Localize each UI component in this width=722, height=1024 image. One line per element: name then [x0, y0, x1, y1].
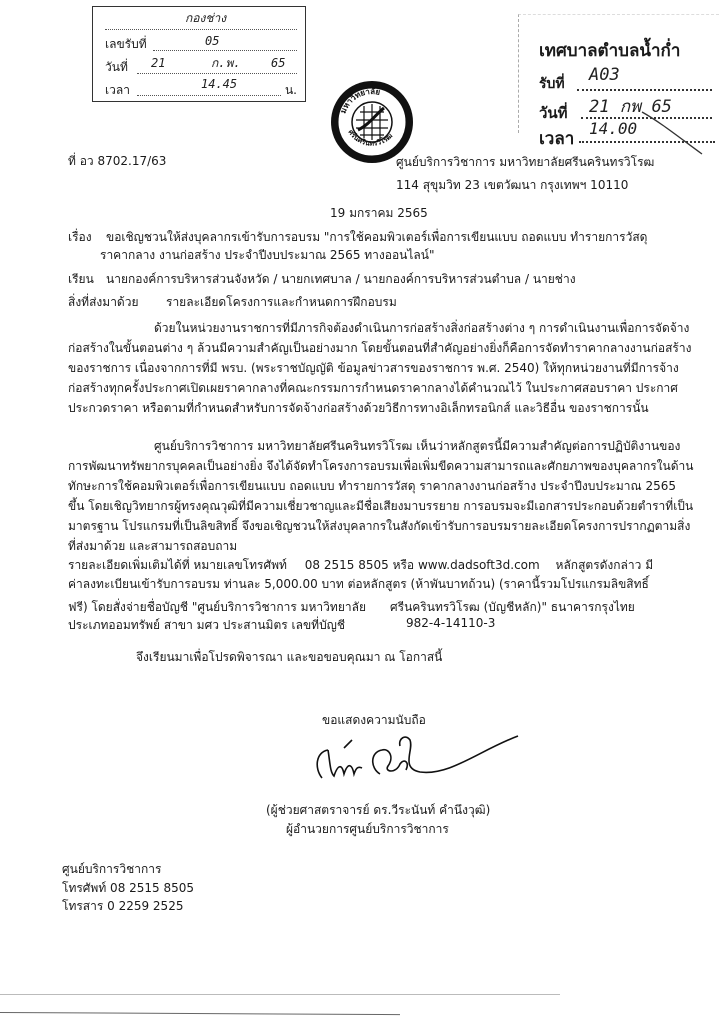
- subject-line-2: ราคากลาง งานก่อสร้าง ประจำปีงบประมาณ 2565 ทางออนไลน์": [100, 248, 435, 262]
- contact-or: หรือ: [392, 558, 415, 572]
- stamp-date-label: วันที่: [539, 104, 568, 122]
- stamp-time-label: เวลา: [105, 83, 130, 97]
- stamp-number-label: เลขรับที่: [105, 37, 147, 51]
- stamp-number-value: A03: [589, 65, 620, 85]
- contact-line: [68, 556, 653, 575]
- salutation-label: เรียน: [68, 272, 94, 286]
- signer-name: (ผู้ช่วยศาสตราจารย์ ดร.วีระนันท์ คำนึงวุฒิ): [266, 803, 491, 817]
- footer-office: ศูนย์บริการวิชาการ: [62, 862, 162, 876]
- stamp-number-value: 05: [205, 34, 220, 48]
- account-number: 982-4-14110-3: [406, 616, 496, 630]
- stamp-time-value: 14.00: [589, 119, 638, 138]
- pen-stroke-mark: [640, 108, 710, 158]
- enclosure-label: สิ่งที่ส่งมาด้วย: [68, 295, 139, 309]
- stamp-municipality: เทศบาลตำบลน้ำก่ำ: [539, 41, 681, 61]
- payment-line-1b: ศรีนครินทรวิโรฒ (บัญชีหลัก)" ธนาคารกรุงไทย: [390, 600, 635, 614]
- reference-number: ที่ อว 8702.17/63: [68, 154, 167, 168]
- stamp-time-label: เวลา: [539, 129, 575, 149]
- stamp-date-month: ก.พ.: [211, 56, 241, 70]
- contact-phone: 08 2515 8505: [304, 558, 389, 572]
- footer-phone: โทรศัพท์ 08 2515 8505: [62, 881, 195, 895]
- signer-title: ผู้อำนวยการศูนย์บริการวิชาการ: [286, 822, 449, 836]
- stamp-date-day: 21: [151, 56, 166, 70]
- payment-line-2: ประเภทออมทรัพย์ สาขา มศว ประสานมิตร เลขที่บัญชี: [68, 618, 346, 632]
- stamp-department: กองช่าง: [185, 11, 227, 25]
- stamp-time-unit: น.: [284, 83, 297, 97]
- seal-text-bottom: ศรีนครินทรวิโรฒ: [346, 128, 395, 148]
- sender-address: 114 สุขุมวิท 23 เขตวัฒนา กรุงเทพฯ 10110: [396, 178, 629, 192]
- sender-organization: ศูนย์บริการวิชาการ มหาวิทยาลัยศรีนครินทรวิโรฒ: [396, 155, 655, 169]
- contact-suffix: หลักสูตรดังกล่าว มี: [555, 558, 654, 572]
- payment-line-1a: ฟรี) โดยสั่งจ่ายชื่อบัญชี "ศูนย์บริการวิชาการ มหาวิทยาลัย: [68, 600, 366, 614]
- stamp-date-value: 21 กพ 65: [589, 97, 672, 117]
- fee-line: ค่าลงทะเบียนเข้ารับการอบรม ท่านละ 5,000.00 บาท ต่อหลักสูตร (ห้าพันบาทถ้วน) (ราคานี้รวมโปรแกรมลิขสิทธิ์: [68, 577, 649, 591]
- subject-line-1: ขอเชิญชวนให้ส่งบุคลากรเข้ารับการอบรม "การใช้คอมพิวเตอร์เพื่อการเขียนแบบ ถอดแบบ ทำรายการวัสดุ: [106, 230, 648, 244]
- subject-label: เรื่อง: [68, 230, 92, 244]
- handwritten-signature: [300, 728, 540, 794]
- stamp-number-label: รับที่: [539, 76, 565, 92]
- body-paragraph-1: ด้วยในหน่วยงานราชการที่มีภารกิจต้องดำเนินการก่อสร้างสิ่งก่อสร้างต่าง ๆ การดำเนินงานเพื่อการจัดจ้าง ก่อสร้างในขั้นตอนต่าง ๆ ล้วนมีความสำคัญเป็นอย่างมาก โดยขั้นตอนที่สำคัญอย่างยิ่งก็คือการจัดทำราคากลางงานก่อสร้างของราชการ เนื่องจากการที่มี พรบ. (พระราชบัญญัติ ข้อมูลข่าวสารของราชการ พ.ศ. 2540) ให้ทุกหน่วยงานที่มีการจ้างก่อสร้างทุกครั้งประกาศเปิดเผยราคากลางที่คณะกรรมการกำหนดราคากลางได้คำนวณไว้ ในประกาศสอบราคา ประกาศประกวดราคา หรือตามที่กำหนดสำหรับการจัดจ้างก่อสร้างด้วยวิธีการทางอิเล็กทรอนิกส์ และวิธีอื่น ของราชการนั้น: [68, 321, 692, 415]
- contact-website: www.dadsoft3d.com: [417, 558, 540, 572]
- salutation-recipients: นายกองค์การบริหารส่วนจังหวัด / นายกเทศบาล / นายกองค์การบริหารส่วนตำบล / นายช่าง: [106, 272, 576, 286]
- receipt-stamp-left: [92, 6, 306, 102]
- body-paragraph-2: ศูนย์บริการวิชาการ มหาวิทยาลัยศรีนครินทรวิโรฒ เห็นว่าหลักสูตรนี้มีความสำคัญต่อการปฏิบัติงานของการพัฒนาทรัพยากรบุคคลเป็นอย่างยิ่ง จึงได้จัดทำโครงการอบรมเพื่อเพิ่มขีดความสามารถและศักยภาพของบุคลากรในด้านทักษะการใช้คอมพิวเตอร์เพื่อการเขียนแบบ ถอดแบบ ทำรายการวัสดุ ราคากลางงานก่อสร้าง ประจำปีงบประมาณ 2565 ขึ้น โดยเชิญวิทยากรผู้ทรงคุณวุฒิที่มีความเชี่ยวชาญและมีชื่อเสียงมาบรรยาย การอบรมจะมีเอกสารประกอบด้วยตำราที่เป็นมาตรฐาน โปรแกรมที่เป็นลิขสิทธิ์ จึงขอเชิญชวนให้ส่งบุคลากรในสังกัดเข้ารับการอบรมรายละเอียดโครงการปรากฏตามสิ่งที่ส่งมาด้วย และสามารถสอบถาม: [68, 439, 694, 553]
- contact-prefix: รายละเอียดเพิ่มเติมได้ที่ หมายเลขโทรศัพท์: [68, 558, 287, 572]
- scan-edge-line: [0, 1012, 400, 1015]
- closing-sentence: จึงเรียนมาเพื่อโปรดพิจารณา และขอขอบคุณมา ณ โอกาสนี้: [136, 650, 443, 664]
- stamp-date-label: วันที่: [105, 60, 128, 74]
- university-seal: [330, 80, 414, 164]
- stamp-time-value: 14.45: [201, 77, 238, 91]
- seal-text-top: มหาวิทยาลัย: [338, 86, 381, 115]
- footer-fax: โทรสาร 0 2259 2525: [62, 899, 184, 913]
- stamp-date-year: 65: [271, 56, 286, 70]
- letter-date: 19 มกราคม 2565: [330, 206, 428, 220]
- scan-edge-line: [0, 994, 560, 995]
- enclosure-value: รายละเอียดโครงการและกำหนดการฝึกอบรม: [166, 295, 397, 309]
- regards: ขอแสดงความนับถือ: [322, 713, 426, 727]
